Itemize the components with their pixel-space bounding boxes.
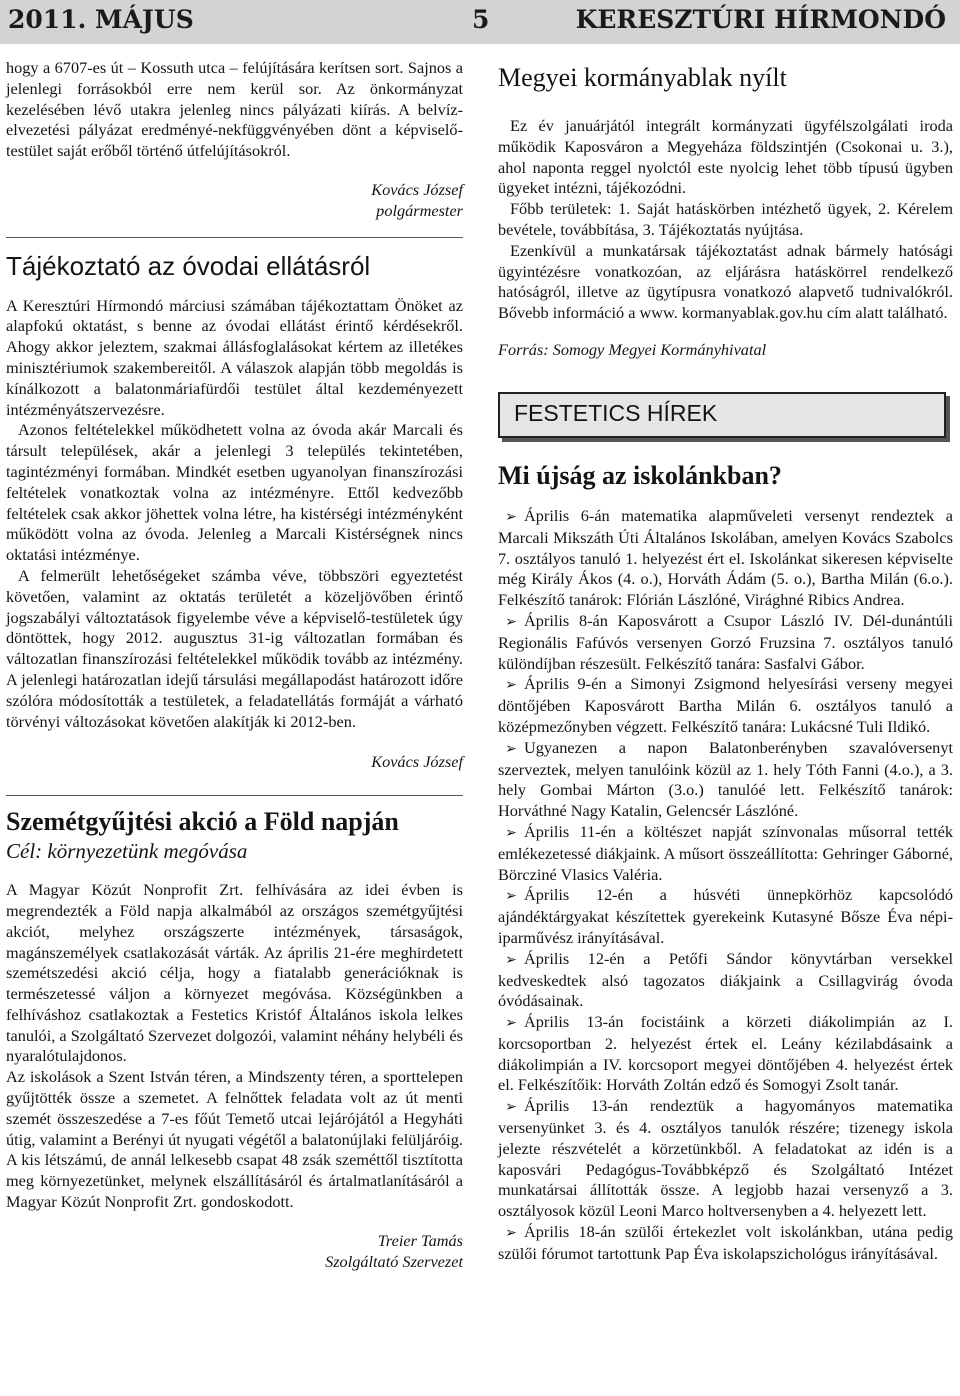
szemet-paragraph: Az iskolások a Szent István téren, a Mindszenty téren, a sporttelepen gyűjtötték össze a szemetet. A felnőttek feladata volt az út menti szemét összeszedése a 7-es főút Temető utcai lejárójától a Hegyháti útig, valamint a Berényi út nyugati végétől a balatonújlaki felüljáróig. A kis létszámú, de annál lelkesebb csapat 48 zsák szeméttől tisztította meg környezetünket, melynek elszállításáról és ártalmatlanításáról a Magyar Közút Nonprofit Zrt. gondoskodott. <box>6 1067 463 1212</box>
section-banner <box>498 392 946 438</box>
page-header <box>0 0 960 44</box>
article-title-szemet: Szemétgyűjtési akció a Föld napján <box>6 807 399 837</box>
list-item <box>498 611 953 674</box>
page-number: 5 <box>472 5 490 34</box>
list-item <box>498 738 953 822</box>
list-item-text: Április 12-én a Petőfi Sándor könyvtárban versekkel kedveskedtek alsó tagozatos diákjaink a Csillagvirág óvoda óvódásainak. <box>498 948 953 1011</box>
arrow-bullet-icon: ➢ <box>505 1015 517 1032</box>
news-list <box>498 506 953 1265</box>
korm-paragraph: Ez év januárjától integrált kormányzati ügyfélszolgálati iroda működik Kaposváron a Megyeháza földszintjén (Csokonai u. 3.), ahol naponta reggel nyolctól este nyolcig lehet több típusú ügyben ügyeket intézni, tájékozódni. <box>498 116 953 198</box>
list-item <box>498 674 953 737</box>
divider <box>6 237 463 238</box>
list-item-text: Április 8-án Kaposvárott a Csupor László IV. Dél-dunántúli Regionális Fafúvós versenyen Gorzó Fruzsina 7. osztályos tanuló különdíjban részesült. Felkészítő tanára: Sasfalvi Gábor. <box>498 610 953 673</box>
arrow-bullet-icon: ➢ <box>505 613 517 630</box>
arrow-bullet-icon: ➢ <box>505 1225 517 1242</box>
list-item-text: Április 9-én a Simonyi Zsigmond helyesírási verseny megyei döntőjében Kaposvárott Bartha Milán 6. osztályos tanuló a középmezőnyben végzett. Felkészítő tanára: Lukácsné Tuli Ildikó. <box>498 674 953 736</box>
ovoda-paragraph: A Keresztúri Hírmondó márciusi számában tájékoztattam Önöket az alapfokú oktatást, s benne az óvodai ellátást érintő kérdésekről. Ahogy akkor jeleztem, szakmai állásfoglalásokat kértem az illetékes minisztériumok szakembereitől. A válaszok alapján több megoldás is kínálkozott a balatonmáriafürdői testület által kezdeményezett intézményátszervezésre. <box>6 295 463 419</box>
ovoda-signature: Kovács József <box>371 752 463 772</box>
szemet-signature-role: Szolgáltató Szervezet <box>325 1251 463 1271</box>
intro-paragraph: hogy a 6707-es út – Kossuth utca – felújítására kerítsen sort. Sajnos a jelenlegi forrásokból erre nem kerül sor. Az önkormányzat kezelésében lévő utakra jelenleg nincs pályázati kiírás. A belvíz-elvezetési pályázat eredményé-nekfüggvényében dönt a képviselő-testület saját erőből történő útfelújításokról. <box>6 58 463 161</box>
list-item-text: Ugyanezen a napon Balatonberényben szavalóversenyt szerveztek, melyen tanulóink közül az 1. hely Tóth Fanni (4.o.), a 3. hely Gombai Márton (3.o.) tanulóé lett. Felkészítő tanárok: Horváthné Nagy Katalin, Gelencsér Lászlóné. <box>498 737 953 821</box>
szemet-paragraph: A Magyar Közút Nonprofit Zrt. felhívására az idei évben is megrendezték a Föld napja alkalmából az országos szemétgyűjtési akciót, melyhez országszerte intézmények, társaságok, magánszemélyek csatlakozását várták. Az április 21-ére meghirdetett szemétszedési akció célja, hogy a fiatalabb generációknak is természetessé váljon a környezet megóvása. Községünkben a felhíváshoz csatlakoztak a Festetics Kristóf Általános iskola lelkes tanulói, a Szolgáltató Szervezet dolgozói, valamint néhány helybéli és nyaralótulajdonos. <box>6 880 463 1066</box>
list-item-text: Április 6-án matematika alapműveleti versenyt rendeztek a Marcali Mikszáth Úti Általános Iskolában, amelyen Kovács Szabolcs 7. osztályos tanuló 1. helyezést ért el. Iskolánkat sikeresen képviselte még Király Ákos (4. o.), Horváth Ádám (5. o.), Bartha Milán (6.o.). Felkészítő tanárok: Flórián Lászlóné, Virághné Ribics Andrea. <box>498 505 953 610</box>
arrow-bullet-icon: ➢ <box>505 888 517 905</box>
arrow-bullet-icon: ➢ <box>505 1099 517 1116</box>
article-title-iskola: Mi újság az iskolánkban? <box>498 460 782 490</box>
arrow-bullet-icon: ➢ <box>505 824 517 841</box>
ovoda-paragraph: Azonos feltételekkel működhetett volna az óvoda akár Marcali és társult települések, akár a jelenlegi 3 település tekintetében, tagintézményi formában. Mindkét esetben ugyanolyan finanszírozási feltételek vonatkoztak volna az intézményre. Ettől kedvezőbb feltételek csak akkor jöhettek volna létre, ha kistérségi intézményként működött volna az óvoda. Jelenleg a Marcali Kistérségnek nincs oktatási intézménye. <box>6 420 463 565</box>
list-item-text: Április 13-án focistáink a körzeti diákolimpián az I. korcsoportban 2. helyezést értek el. Leány kézilabdásaink a diákolimpián a IV. korcsoport megyei döntőjében 4. helyezést értek el. Felkészítőik: Horváth Zoltán edző és Somogyi Zsolt tanár. <box>498 1012 953 1095</box>
ovoda-paragraph: A felmerült lehetőségeket számba véve, többszöri egyeztetést követően, valamint az oktatás területét a közeljövőben érintő jogszabályi változtatások figyelembe véve a képviselő-testületek úgy döntöttek, hogy 2012. augusztus 31-ig változatlan formában és változatlan finanszírozási feltételekkel működik tovább az intézmény. A jelenlegi határozatlan idejű társulási megállapodást határozott időre szólóra módosították a testületek, a feladatellátás formáját a várható törvényi változásokat követően alakítják ki 2012-ben. <box>6 565 463 731</box>
arrow-bullet-icon: ➢ <box>505 951 517 968</box>
list-item <box>498 1222 953 1265</box>
korm-paragraph: Főbb területek: 1. Saját hatáskörben intézhető ügyek, 2. Kérelem bevétele, továbbítása, 3. Tájékoztatás nyújtása. <box>498 199 953 239</box>
source-line: Forrás: Somogy Megyei Kormányhivatal <box>498 339 767 359</box>
list-item <box>498 1096 953 1222</box>
list-item <box>498 506 953 611</box>
article-subtitle: Cél: környezetünk megóvása <box>6 839 248 864</box>
szemet-signature-name: Treier Tamás <box>377 1230 463 1250</box>
korm-paragraph: Ezenkívül a munkatársak tájékoztatást adnak bármely hatósági ügyintézésre vonatkozóan, az eljárásra hatáskörrel rendelkező hatóságról, illetve az ügytípusra vonatkozó alapvető tudnivalókról. Bővebb információ a www. kormanyablak.gov.hu cím alatt található. <box>498 240 953 323</box>
intro-signature-name: Kovács József <box>371 179 463 199</box>
divider <box>6 795 463 796</box>
left-column <box>6 58 463 1272</box>
list-item-text: Április 11-én a költészet napját színvonalas műsorral tették emlékezetessé diákjaink. A műsort összeállította: Gehringer Gáborné, Börcziné Vlasics Valéria. <box>498 821 953 884</box>
list-item <box>498 949 953 1012</box>
list-item <box>498 822 953 885</box>
list-item <box>498 1012 953 1096</box>
arrow-bullet-icon: ➢ <box>505 508 517 525</box>
issue-date: 2011. MÁJUS <box>8 5 194 34</box>
article-title-kormanyablak: Megyei kormányablak nyílt <box>498 63 787 92</box>
article-title-ovoda: Tájékoztató az óvodai ellátásról <box>6 250 371 281</box>
list-item <box>498 885 953 948</box>
arrow-bullet-icon: ➢ <box>505 677 517 694</box>
newspaper-name: KERESZTÚRI HÍRMONDÓ <box>575 5 946 34</box>
intro-signature-role: polgármester <box>376 200 463 220</box>
arrow-bullet-icon: ➢ <box>505 740 517 757</box>
list-item-text: Április 18-án szülői értekezlet volt iskolánkban, utána pedig szülői fórumot tartottunk Pap Éva iskolapszichológus irányításával. <box>498 1222 953 1263</box>
right-column <box>498 62 953 1265</box>
list-item-text: Április 12-én a húsvéti ünnepkörhöz kapcsolódó ajándéktárgyakat készítettek gyerekeink Kutasyné Bősze Éva népi-iparművész irányításával. <box>498 885 953 947</box>
section-banner-label: FESTETICS HÍREK <box>514 399 718 426</box>
list-item-text: Április 13-án rendeztük a hagyományos matematika versenyünket 3. és 4. osztályos tanulók részére; tizenegy iskola jelezte részvételét a körzetünkből. A feladatokat az idén is a kaposvári Pedagógus-Továbbképző és Szolgáltató Intézet munkatársai állították össze. A legjobb hazai versenyző a 3. osztályosok közül Leoni Marco holtversenyben a 4. helyezett lett. <box>498 1096 953 1221</box>
